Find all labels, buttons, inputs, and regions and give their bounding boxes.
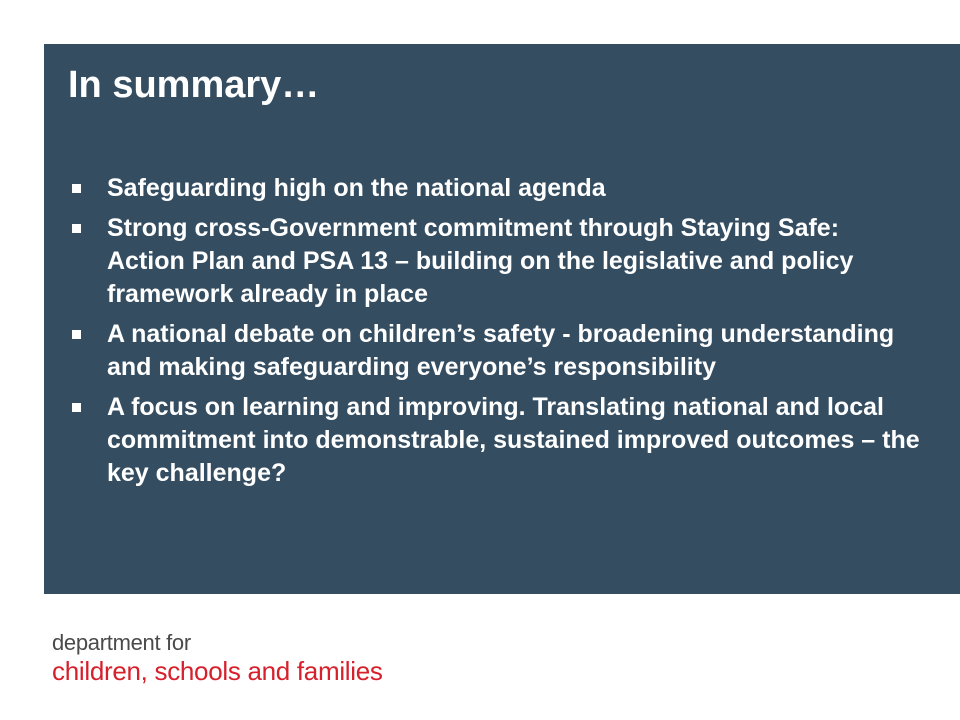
content-panel (44, 44, 960, 594)
logo-line-department: department for (52, 630, 191, 655)
bullet-list (70, 172, 920, 497)
bullet-item (70, 391, 920, 490)
square-bullet-icon (72, 224, 81, 233)
bullet-text: Strong cross-Government commitment through Staying Safe: Action Plan and PSA 13 – building on the legislative and policy framework already in place (107, 214, 854, 308)
square-bullet-icon (72, 403, 81, 412)
bullet-item (70, 172, 920, 205)
logo-line-children: children, schools and families (52, 656, 383, 686)
bullet-item (70, 318, 920, 384)
slide-title: In summary… (68, 64, 320, 106)
bullet-text: A national debate on children’s safety - broadening understanding and making safeguarding everyone’s responsibility (107, 320, 895, 381)
square-bullet-icon (72, 330, 81, 339)
square-bullet-icon (72, 184, 81, 193)
bullet-item (70, 212, 920, 311)
dcsf-logo (52, 630, 383, 686)
bullet-text: A focus on learning and improving. Translating national and local commitment into demonstrable, sustained improved outcomes – the key challenge? (107, 393, 920, 487)
bullet-text: Safeguarding high on the national agenda (107, 174, 606, 202)
